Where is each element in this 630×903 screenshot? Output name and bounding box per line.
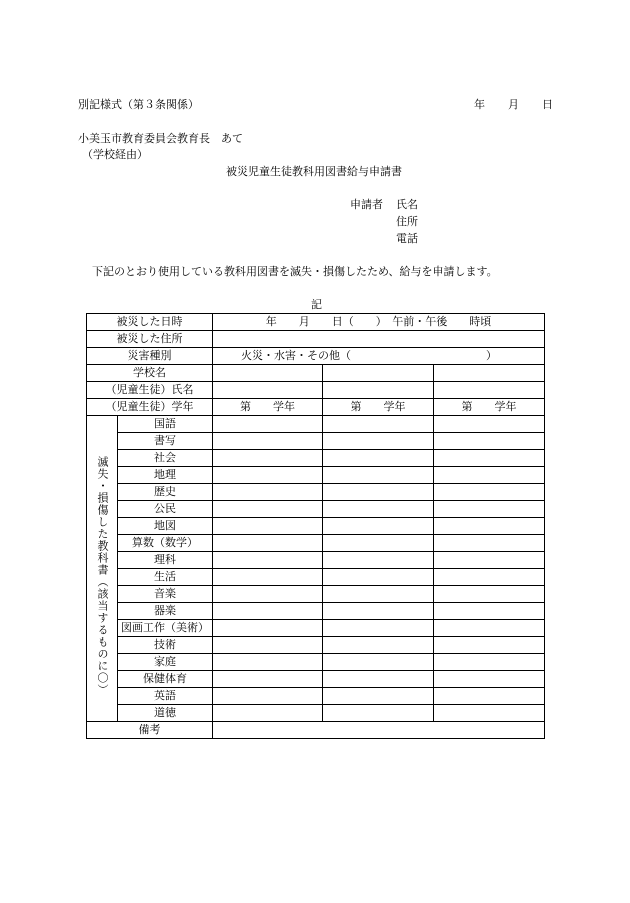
subject-check-cell[interactable] <box>323 569 434 586</box>
subject-check-cell[interactable] <box>434 416 545 433</box>
row-disaster-type <box>87 348 545 365</box>
datetime-field[interactable] <box>213 314 545 331</box>
subject-row <box>87 467 545 484</box>
subject-check-cell[interactable] <box>434 569 545 586</box>
datetime-template: 年 月 日（ ） 午前・午後 時頃 <box>265 315 492 328</box>
row-remarks <box>87 722 545 739</box>
subject-row <box>87 688 545 705</box>
subject-check-cell[interactable] <box>434 688 545 705</box>
school-cell[interactable] <box>434 365 545 382</box>
subject-label: 生活 <box>118 569 213 586</box>
row-datetime <box>87 314 545 331</box>
subject-check-cell[interactable] <box>213 654 323 671</box>
subject-label: 音楽 <box>118 586 213 603</box>
applicant-name-label: 氏名 <box>396 198 418 211</box>
subject-row <box>87 535 545 552</box>
subject-check-cell[interactable] <box>323 518 434 535</box>
subject-label: 国語 <box>118 416 213 433</box>
subject-row <box>87 671 545 688</box>
subject-check-cell[interactable] <box>434 671 545 688</box>
subject-row <box>87 484 545 501</box>
subject-check-cell[interactable] <box>434 552 545 569</box>
school-label: 学校名 <box>87 365 213 382</box>
subject-row <box>87 586 545 603</box>
subject-check-cell[interactable] <box>434 518 545 535</box>
date-month: 月 <box>508 98 519 111</box>
subject-check-cell[interactable] <box>213 603 323 620</box>
subject-check-cell[interactable] <box>434 433 545 450</box>
subject-check-cell[interactable] <box>213 467 323 484</box>
subject-label: 地図 <box>118 518 213 535</box>
row-school <box>87 365 545 382</box>
subject-label: 図画工作（美術） <box>118 620 213 637</box>
address-label: 被災した住所 <box>87 331 213 348</box>
subject-check-cell[interactable] <box>323 637 434 654</box>
subject-row <box>87 518 545 535</box>
subject-row <box>87 433 545 450</box>
form-label: 別記様式（第３条関係） <box>78 98 199 111</box>
subject-label: 歴史 <box>118 484 213 501</box>
subject-check-cell[interactable] <box>323 603 434 620</box>
subject-label: 社会 <box>118 450 213 467</box>
subject-check-cell[interactable] <box>323 535 434 552</box>
subject-check-cell[interactable] <box>434 484 545 501</box>
subject-row <box>87 705 545 722</box>
subject-check-cell[interactable] <box>213 671 323 688</box>
damaged-textbooks-text: 滅失・損傷した教科書（該当するものに〇） <box>96 456 109 696</box>
subject-check-cell[interactable] <box>213 433 323 450</box>
subject-row <box>87 603 545 620</box>
address-field[interactable] <box>213 331 545 348</box>
subject-check-cell[interactable] <box>213 705 323 722</box>
remarks-field[interactable] <box>213 722 545 739</box>
grade-label: （児童生徒）学年 <box>87 399 213 416</box>
subject-label: 器楽 <box>118 603 213 620</box>
disaster-type-options: 火災・水害・その他（ <box>241 349 351 362</box>
subject-check-cell[interactable] <box>213 586 323 603</box>
subject-row <box>87 416 545 433</box>
row-address <box>87 331 545 348</box>
subject-check-cell[interactable] <box>213 620 323 637</box>
subject-check-cell[interactable] <box>213 637 323 654</box>
subject-check-cell[interactable] <box>323 671 434 688</box>
disaster-type-close: ） <box>486 349 497 362</box>
subject-row <box>87 552 545 569</box>
damaged-textbooks-side-label <box>87 416 118 722</box>
statement: 下記のとおり使用している教科用図書を滅失・損傷したため、給与を申請します。 <box>92 265 498 278</box>
subject-check-cell[interactable] <box>323 467 434 484</box>
grade-cell[interactable]: 第 学年 <box>434 399 545 416</box>
student-name-cell[interactable] <box>434 382 545 399</box>
subject-check-cell[interactable] <box>323 450 434 467</box>
subject-check-cell[interactable] <box>323 484 434 501</box>
document-title: 被災児童生徒教科用図書給与申請書 <box>226 165 402 178</box>
addressee-via: （学校経由） <box>82 148 148 161</box>
subject-label: 算数（数学） <box>118 535 213 552</box>
subject-check-cell[interactable] <box>434 620 545 637</box>
subject-check-cell[interactable] <box>323 620 434 637</box>
subject-row <box>87 620 545 637</box>
date-year: 年 <box>474 98 485 111</box>
applicant-label: 申請者 <box>350 198 383 211</box>
subject-check-cell[interactable] <box>213 501 323 518</box>
subject-check-cell[interactable] <box>434 603 545 620</box>
disaster-type-label: 災害種別 <box>87 348 213 365</box>
subject-label: 書写 <box>118 433 213 450</box>
subject-check-cell[interactable] <box>323 586 434 603</box>
ki-heading: 記 <box>311 298 322 311</box>
row-student-name <box>87 382 545 399</box>
subject-check-cell[interactable] <box>434 467 545 484</box>
applicant-phone-label: 電話 <box>396 232 418 245</box>
subject-row <box>87 637 545 654</box>
subject-check-cell[interactable] <box>323 654 434 671</box>
student-name-cell[interactable] <box>213 382 323 399</box>
subject-check-cell[interactable] <box>434 654 545 671</box>
subject-check-cell[interactable] <box>213 484 323 501</box>
disaster-type-field[interactable] <box>213 348 545 365</box>
subject-check-cell[interactable] <box>323 688 434 705</box>
subject-check-cell[interactable] <box>323 433 434 450</box>
subject-check-cell[interactable] <box>213 552 323 569</box>
subject-check-cell[interactable] <box>434 705 545 722</box>
subject-check-cell[interactable] <box>213 450 323 467</box>
subject-label: 地理 <box>118 467 213 484</box>
application-table <box>86 313 545 739</box>
subject-label: 家庭 <box>118 654 213 671</box>
grade-cell[interactable]: 第 学年 <box>213 399 323 416</box>
remarks-label: 備考 <box>87 722 213 739</box>
subject-label: 道徳 <box>118 705 213 722</box>
subject-check-cell[interactable] <box>323 416 434 433</box>
subject-check-cell[interactable] <box>213 518 323 535</box>
subject-check-cell[interactable] <box>434 450 545 467</box>
subject-label: 技術 <box>118 637 213 654</box>
row-grade <box>87 399 545 416</box>
date-day: 日 <box>542 98 553 111</box>
subject-row <box>87 450 545 467</box>
subject-label: 保健体育 <box>118 671 213 688</box>
subject-label: 公民 <box>118 501 213 518</box>
subject-label: 理科 <box>118 552 213 569</box>
subject-check-cell[interactable] <box>323 552 434 569</box>
school-cell[interactable] <box>323 365 434 382</box>
subject-row <box>87 501 545 518</box>
subject-row <box>87 569 545 586</box>
subject-check-cell[interactable] <box>213 688 323 705</box>
grade-cell[interactable]: 第 学年 <box>323 399 434 416</box>
subject-check-cell[interactable] <box>434 637 545 654</box>
addressee: 小美玉市教育委員会教育長 あて <box>78 132 243 145</box>
subject-check-cell[interactable] <box>434 586 545 603</box>
subject-check-cell[interactable] <box>323 705 434 722</box>
subject-check-cell[interactable] <box>434 535 545 552</box>
student-name-cell[interactable] <box>323 382 434 399</box>
subject-check-cell[interactable] <box>213 569 323 586</box>
subject-label: 英語 <box>118 688 213 705</box>
school-cell[interactable] <box>213 365 323 382</box>
student-name-label: （児童生徒）氏名 <box>87 382 213 399</box>
datetime-label: 被災した日時 <box>87 314 213 331</box>
subject-check-cell[interactable] <box>213 535 323 552</box>
subject-check-cell[interactable] <box>323 501 434 518</box>
subject-check-cell[interactable] <box>213 416 323 433</box>
subject-row <box>87 654 545 671</box>
applicant-address-label: 住所 <box>396 215 418 228</box>
subject-check-cell[interactable] <box>434 501 545 518</box>
